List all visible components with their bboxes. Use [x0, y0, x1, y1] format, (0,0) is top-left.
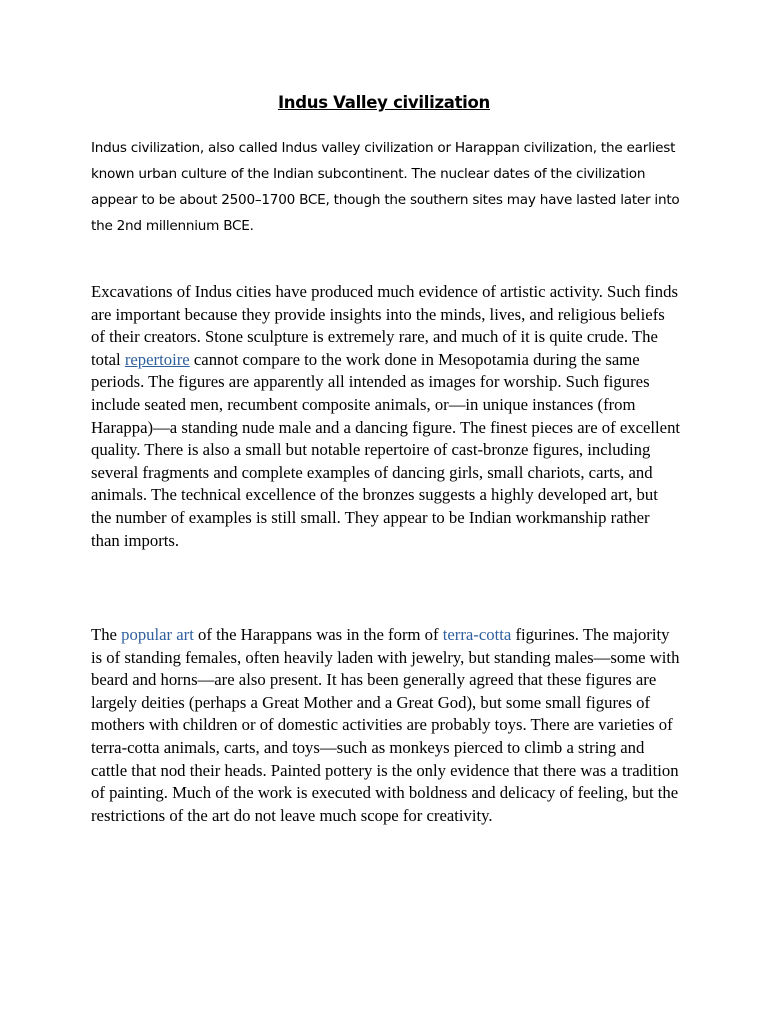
popular-art-link[interactable]: popular art	[121, 625, 194, 644]
repertoire-link[interactable]: repertoire	[124, 349, 190, 369]
paragraph-text: figurines. The majority is of standing females, often heavily laden with jewelry, but standing males—some with beard and horns—are also present. It has been generally agreed that these figures are largely deities (perhaps a Great Mother and a Great God), but some small figures of mothers with children or of domestic activities are probably toys. There are varieties of terra-cotta animals, carts, and toys—such as monkeys pierced to climb a string and cattle that nod their heads. Painted pottery is the only evidence that there was a tradition of painting. Much of the work is executed with boldness and delicacy of feeling, but the restrictions of the art do not leave much scope for creativity.	[91, 625, 680, 825]
document-title: Indus Valley civilization	[277, 93, 491, 112]
intro-paragraph: Indus civilization, also called Indus valley civilization or Harappan civilization, the earliest known urban culture of the Indian subcontinent. The nuclear dates of the civilization appear to be about 2500–1700 BCE, though the southern sites may have lasted later into the 2nd millennium BCE.	[91, 140, 680, 234]
popular-art-paragraph	[91, 624, 681, 827]
paragraph-text: Excavations of Indus cities have produced much evidence of artistic activity. Such finds are important because they provide insights into the minds, lives, and religious beliefs of their creators. Stone sculpture is extremely rare, and much of it is quite crude. The total	[91, 282, 678, 369]
art-evidence-paragraph	[91, 281, 681, 552]
terra-cotta-link[interactable]: terra-cotta	[442, 625, 512, 644]
paragraph-text: of the Harappans was in the form of	[193, 625, 443, 644]
paragraph-text: The	[91, 625, 122, 644]
paragraph-text: cannot compare to the work done in Mesopotamia during the same periods. The figures are apparently all intended as images for worship. Such figures include seated men, recumbent composite animals, or—in unique instances (from Harappa)—a standing nude male and a dancing figure. The finest pieces are of excellent quality. There is also a small but notable repertoire of cast-bronze figures, including several fragments and complete examples of dancing girls, small chariots, carts, and animals. The technical excellence of the bronzes suggests a highly developed art, but the number of examples is still small. They appear to be Indian workmanship rather than imports.	[91, 349, 681, 550]
